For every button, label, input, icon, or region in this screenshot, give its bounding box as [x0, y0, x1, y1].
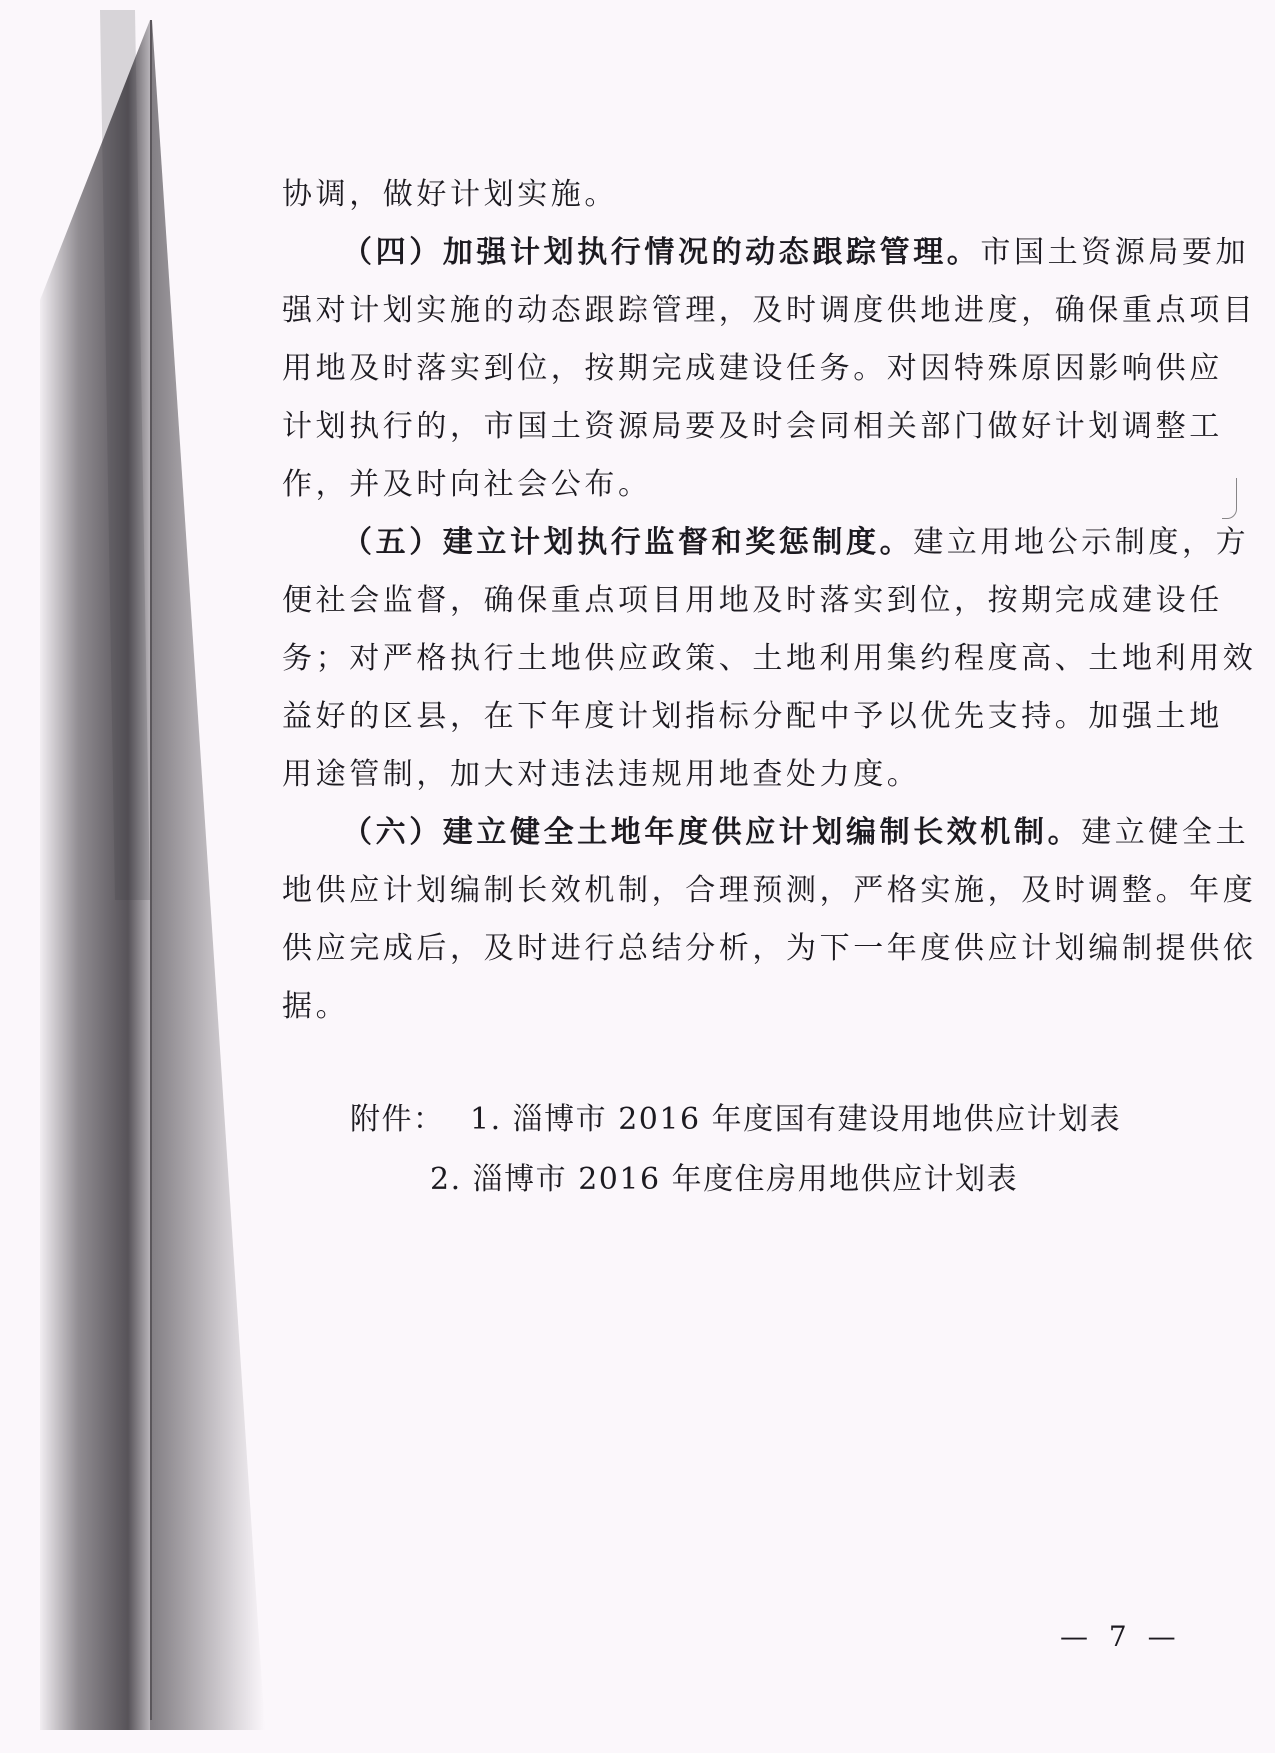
- paragraph-first-line: [282, 804, 1250, 862]
- page-edge-line: [150, 20, 152, 1720]
- edge-mark: [1222, 478, 1237, 519]
- attachment-item: 1. 淄博市 2016 年度国有建设用地供应计划表: [470, 1102, 1122, 1137]
- text-line: 作，并及时向社会公布。: [282, 467, 652, 502]
- document-body: [282, 166, 1257, 1036]
- section-heading: （五）建立计划执行监督和奖惩制度。: [342, 525, 914, 560]
- attachment-row: [0, 1150, 1275, 1210]
- paragraph-first-line: [282, 514, 1250, 572]
- text-line: 供应完成后，及时进行总结分析，为下一年度供应计划编制提供依: [282, 931, 1257, 966]
- text-line: 计划执行的，市国土资源局要及时会同相关部门做好计划调整工: [282, 409, 1223, 444]
- text-line: 用地及时落实到位，按期完成建设任务。对因特殊原因影响供应: [282, 351, 1223, 386]
- attachment-row: [0, 1090, 1275, 1150]
- text-line: 务；对严格执行土地供应政策、土地利用集约程度高、土地利用效: [282, 641, 1257, 676]
- text-line: 据。: [282, 989, 350, 1024]
- attachments-block: [0, 1090, 1275, 1210]
- text-line: 地供应计划编制长效机制，合理预测，严格实施，及时调整。年度: [282, 873, 1257, 908]
- section-heading: （四）加强计划执行情况的动态跟踪管理。: [342, 235, 981, 270]
- attachments-label: 附件：: [350, 1102, 445, 1137]
- text-run: 市国土资源局要加: [980, 235, 1250, 270]
- text-line: 协调，做好计划实施。: [282, 177, 618, 212]
- text-line: 便社会监督，确保重点项目用地及时落实到位，按期完成建设任: [282, 583, 1223, 618]
- text-run: 建立用地公示制度，方: [913, 525, 1250, 560]
- attachment-item: 2. 淄博市 2016 年度住房用地供应计划表: [430, 1162, 1019, 1197]
- paragraph-first-line: [282, 224, 1250, 282]
- text-line: 用途管制，加大对违法违规用地查处力度。: [282, 757, 921, 792]
- text-line: 益好的区县，在下年度计划指标分配中予以优先支持。加强土地: [282, 699, 1223, 734]
- text-line: 强对计划实施的动态跟踪管理，及时调度供地进度，确保重点项目: [282, 293, 1257, 328]
- section-heading: （六）建立健全土地年度供应计划编制长效机制。: [342, 815, 1082, 850]
- page-number: — 7 —: [1060, 1620, 1182, 1653]
- text-run: 建立健全土: [1081, 815, 1250, 850]
